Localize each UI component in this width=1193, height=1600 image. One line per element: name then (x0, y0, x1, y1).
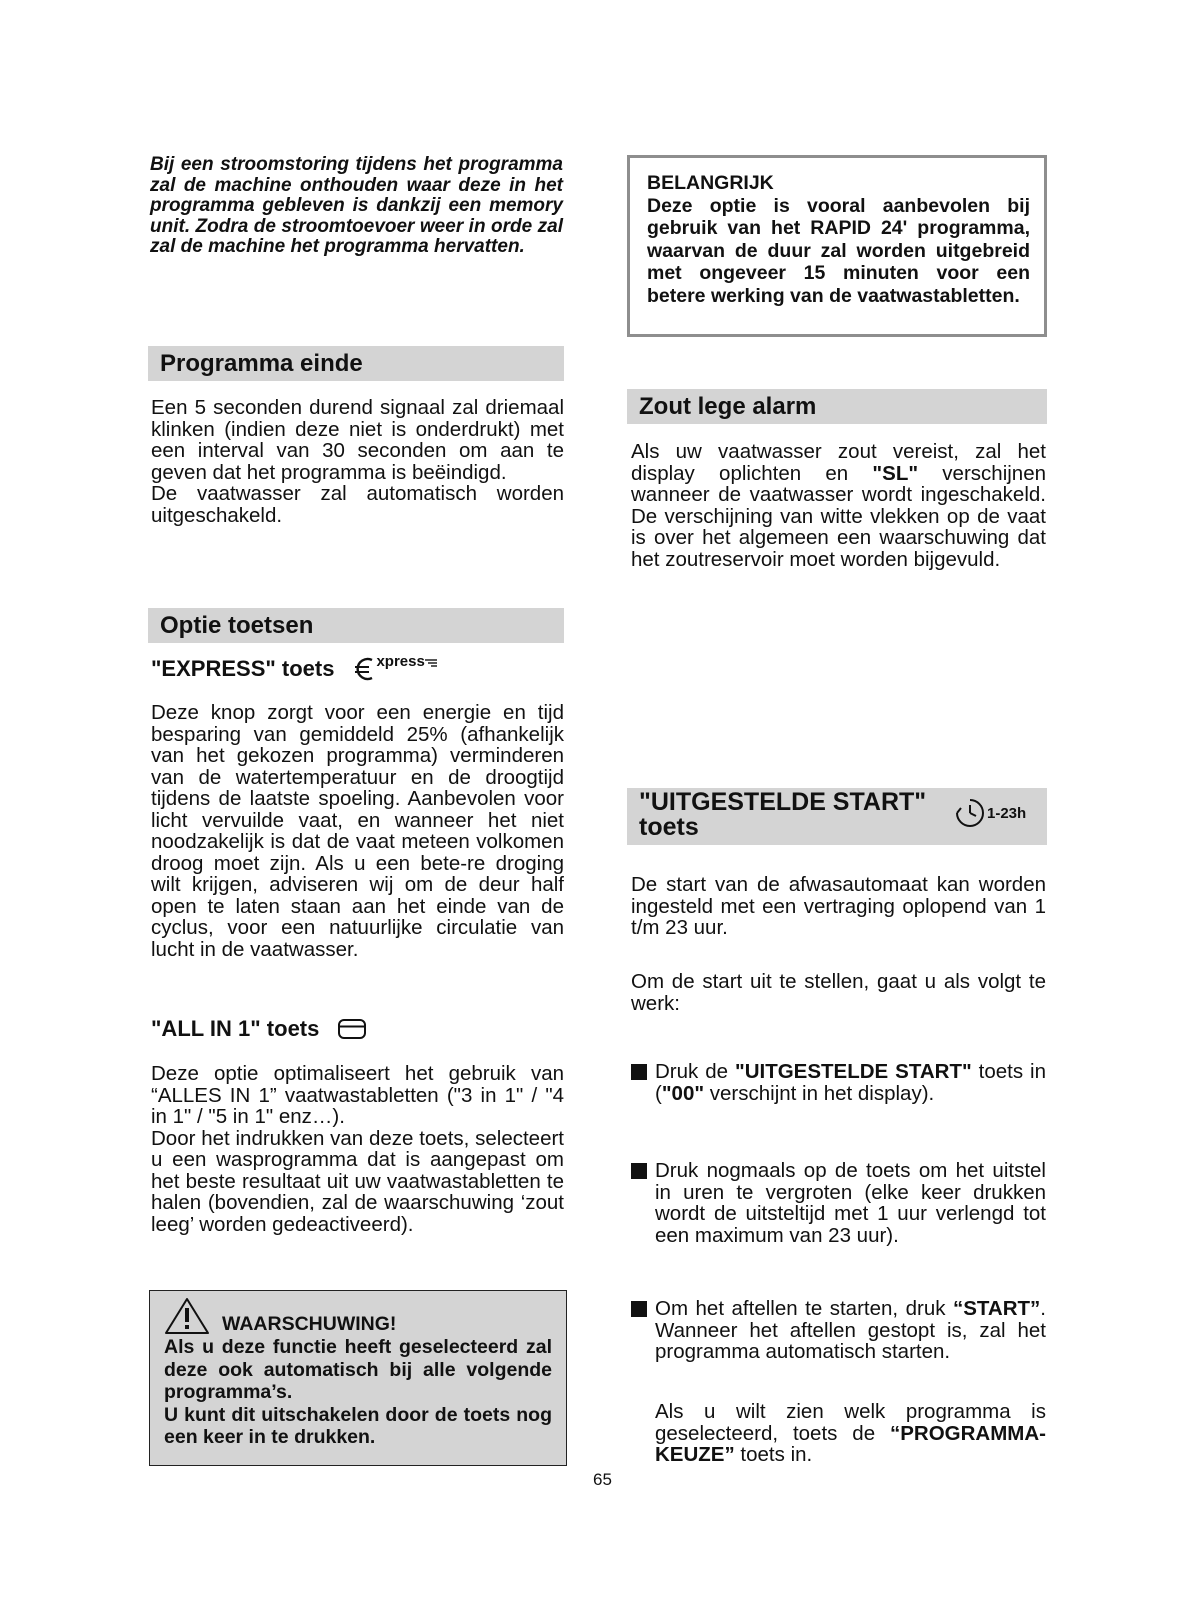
zout-text-part-2: verschijnen wanneer de vaatwasser wordt ingeschakeld. De verschijning van witte vlekken op de vaat is over het algemeen een waarschuwing dat het zoutreservoir moet worden bijgevuld. (631, 461, 1046, 571)
bullet-square-icon (631, 1163, 647, 1179)
express-speed-lines (425, 658, 437, 668)
warning-title: WAARSCHUWING! (222, 1312, 397, 1335)
delay-clock-glyph (955, 798, 985, 828)
delay-timer-icon (955, 798, 1026, 828)
uitgestelde-heading-line-2: toets (639, 813, 699, 841)
express-icon-label: xpress (376, 653, 425, 670)
uitgestelde-heading-line-1: "UITGESTELDE START" (639, 788, 927, 816)
bullet-1-part-d: "00" (661, 1081, 705, 1105)
heading-programma-einde: Programma einde (148, 346, 564, 381)
programma-einde-text-2: De vaatwasser zal automatisch worden uitgeschakeld. (151, 482, 564, 527)
bullet-2-text: Druk nogmaals op de toets om het uitstel in uren te vergroten (elke keer drukken wordt de uitsteltijd met 1 uur verlengd tot een maximum van 23 uur). (655, 1159, 1046, 1247)
bullet-3-part-a: Om het aftellen te starten, druk (655, 1297, 953, 1320)
bullet-1-part-b: "UITGESTELDE START" (734, 1060, 972, 1083)
bullet-3-text (655, 1298, 1046, 1363)
allin1-text-2: Door het indrukken van deze toets, selecteert u een wasprogramma dat is aangepast om het beste resultaat uit uw vaatwastabletten te halen (bovendien, zal de waarschuwing ‘zout leeg’ worden gedeactiveerd). (151, 1126, 564, 1236)
after-part-c: toets in. (734, 1443, 813, 1466)
after-part-b: “PROGRAMMA-KEUZE” (655, 1421, 1046, 1466)
heading-zout-lege-alarm: Zout lege alarm (627, 389, 1047, 424)
warning-text-2: U kunt dit uitschakelen door de toets nog een keer in te drukken. (164, 1403, 552, 1448)
zout-text-part-1: Als uw vaatwasser zout vereist, zal het display oplichten en (631, 440, 1046, 485)
programma-keuze-text (655, 1401, 1046, 1466)
uitgestelde-text-1: De start van de afwasautomaat kan worden ingesteld met een vertraging oplopend van 1 t/m 23 uur. (631, 873, 1046, 939)
warning-box (149, 1290, 567, 1466)
bullet-1-part-c: toets in ( (655, 1060, 1046, 1105)
express-title: "EXPRESS" toets (151, 656, 335, 681)
zout-sl-code: "SL" (872, 461, 919, 485)
zout-text (631, 441, 1046, 570)
heading-uitgestelde-start (627, 788, 1047, 845)
allin1-text-1: Deze optie optimaliseert het gebruik van “ALLES IN 1” vaatwastabletten ("3 in 1" / "4 in 1" / "5 in 1" enz…). (151, 1062, 564, 1128)
bullet-square-icon (631, 1301, 647, 1317)
bullet-1-part-a: Druk de (655, 1060, 735, 1083)
bullet-3 (631, 1298, 1046, 1363)
express-description: Deze knop zorgt voor een energie en tijd besparing van gemiddeld 25% (afhankelijk van het gekozen programma) verminderen van de watertemperatuur en de droogtijd tijdens de laatste spoeling. Aanbevolen voor licht vervuilde vaat, en wanneer het niet noodzakelijk is dat de vaat meteen volkomen droog moet zijn. Als u een bete-re droging wilt krijgen, adviseren wij om de deur half open te laten staan aan het einde van de cyclus, voor een natuurlijke circulatie van lucht in de vaatwasser. (151, 701, 564, 961)
memory-unit-note: Bij een stroomstoring tijdens het programma zal de machine onthouden waar deze in het programma gebleven is dankzij een memory unit. Zodra de stroomtoevoer weer in orde zal zal de machine het programma hervatten. (150, 154, 563, 257)
important-box (627, 155, 1047, 337)
bullet-1 (631, 1061, 1046, 1104)
warning-triangle-icon (164, 1297, 210, 1335)
programma-einde-text-1: Een 5 seconden durend signaal zal driemaal klinken (indien deze niet is onderdrukt) met een interval van 30 seconden om aan te geven dat het programma is beëindigd. (151, 396, 564, 484)
express-subheading (151, 653, 564, 682)
warning-text-1: Als u deze functie heeft geselecteerd zal deze ook automatisch bij alle volgende programma’s. (164, 1336, 552, 1403)
express-euro-icon (354, 653, 436, 682)
bullet-1-part-e: verschijnt in het display). (704, 1081, 935, 1105)
bullet-3-part-c: . Wanneer het aftellen gestopt is, zal het programma automatisch starten. (655, 1297, 1046, 1363)
allin1-subheading (151, 1016, 564, 1042)
tablet-icon (337, 1017, 367, 1041)
warning-header (164, 1297, 552, 1335)
page-number: 65 (593, 1470, 612, 1489)
bullet-square-icon (631, 1064, 647, 1080)
programma-einde-body (151, 397, 564, 526)
express-euro-glyph (354, 656, 376, 682)
bullet-2 (631, 1160, 1046, 1246)
uitgestelde-text-2: Om de start uit te stellen, gaat u als volgt te werk: (631, 970, 1046, 1015)
important-title: BELANGRIJK (647, 172, 774, 194)
allin1-title: "ALL IN 1" toets (151, 1016, 320, 1041)
bullet-1-text (655, 1061, 1046, 1104)
important-text: Deze optie is vooral aanbevolen bij gebruik van het RAPID 24' programma, waarvan de duur zal worden uitgebreid met ongeveer 15 minuten voor een betere werking van de vaatwastabletten. (647, 194, 1030, 307)
bullet-3-part-b: “START” (952, 1297, 1041, 1320)
delay-icon-label: 1-23h (987, 804, 1027, 822)
heading-optie-toetsen: Optie toetsen (148, 608, 564, 643)
after-part-a: Als u wilt zien welk programma is geselecteerd, toets de (655, 1400, 1046, 1445)
allin1-body (151, 1063, 564, 1235)
